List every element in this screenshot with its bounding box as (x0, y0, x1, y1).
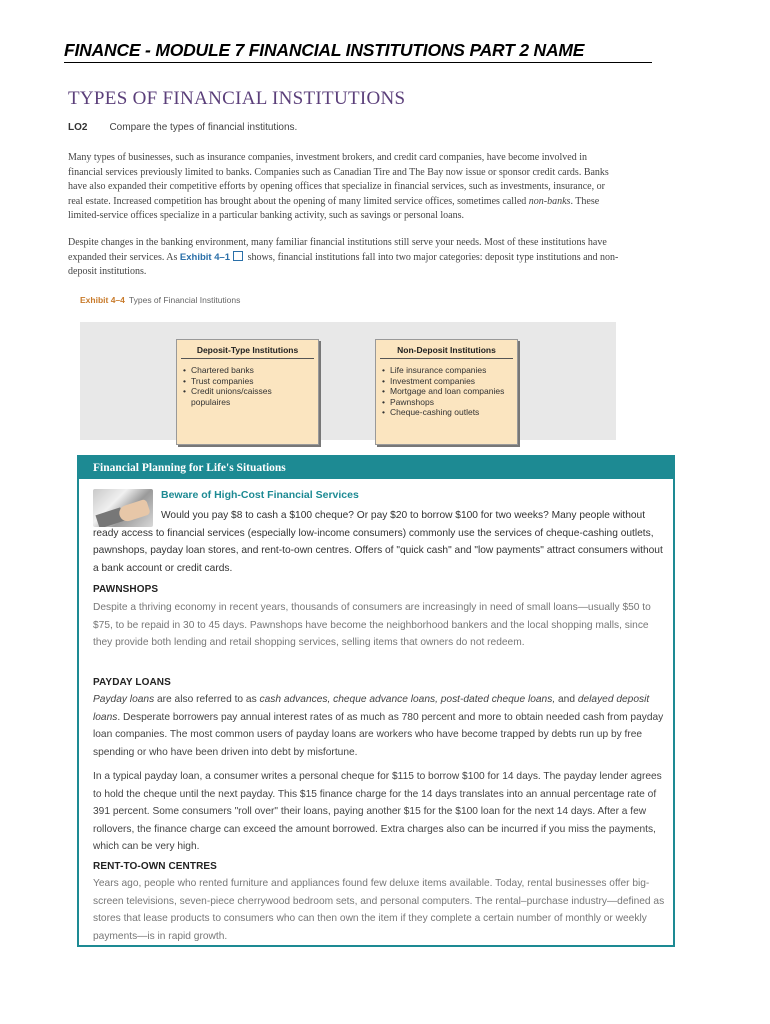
financial-planning-box (77, 455, 675, 947)
external-link-icon[interactable] (233, 251, 243, 261)
exhibit-caption (80, 295, 240, 305)
list-item: • Investment companies (390, 376, 511, 387)
payday-text-3: . Desperate borrowers pay annual interest rates of as much as 780 percent and more to obtain needed cash from payday loan companies. The most common users of payday loans are workers who have become trapped by debts run up by free spending or who have been driven into debt by misfortune. (93, 711, 664, 758)
non-deposit-institutions-heading: Non-Deposit Institutions (380, 340, 513, 359)
lo-text: Compare the types of financial institutions. (109, 122, 298, 133)
list-item: • Pawnshops (390, 397, 511, 408)
rent-to-own-heading: RENT-TO-OWN CENTRES (93, 861, 217, 872)
deposit-institutions-heading: Deposit-Type Institutions (181, 340, 314, 359)
list-item: • Chartered banks (191, 365, 312, 376)
payday-text-1: are also referred to as (154, 694, 260, 705)
deposit-institutions-panel (176, 339, 319, 445)
paragraph-exhibit-ref-b: shows, financial institutions fall into two major categories: deposit type institutions and non-deposit institutions. (68, 251, 619, 277)
financial-planning-intro: Would you pay $8 to cash a $100 cheque? Or pay $20 to borrow $100 for two weeks? Many people without ready access to financial services (especially low-income consumers) commonly use the services of cheque-cashing outlets, pawnshops, payday loan stores, and rent-to-own centres. Offers of "quick cash" and "low payments" attract consumers without a bank account or credit cards. (93, 510, 663, 574)
payday-loans-heading: PAYDAY LOANS (93, 677, 171, 688)
exhibit-caption-text: Types of Financial Institutions (128, 295, 241, 305)
payday-loans-text (93, 691, 667, 761)
pawnshops-text: Despite a thriving economy in recent years, thousands of consumers are increasingly in need of small loans—usually $50 to $75, to be repaid in 30 to 45 days. Pawnshops have become the neighborhood bankers and the local shopping malls, since they provide both lending and retail shopping services, selling items that owners do not redeem. (93, 602, 651, 648)
paragraph-intro (68, 151, 620, 224)
non-deposit-institutions-list (376, 365, 517, 418)
lo-code: LO2 (68, 122, 88, 133)
exhibit-code: Exhibit 4–4 (80, 295, 125, 305)
learning-objective (68, 122, 297, 133)
pawnshops-heading: PAWNSHOPS (93, 584, 159, 595)
rent-to-own-text: Years ago, people who rented furniture and appliances found few deluxe items available. Today, rental businesses offer big-screen televisions, seven-piece cherrywood bedroom sets, and personal computers. The rental–purchase industry—defined as stores that lease products to consumers who can then own the item if they complete a certain number of monthly or weekly payments—is in rapid growth. (93, 878, 665, 942)
list-item: • Cheque-cashing outlets (390, 407, 511, 418)
paragraph-intro-term: non-banks (528, 195, 571, 207)
paragraph-exhibit-ref-a: Despite changes in the banking environment, many familiar financial institutions still serve your needs. Most of these institutions have expanded their services. As (68, 237, 607, 263)
financial-planning-subtitle: Beware of High-Cost Financial Services (161, 489, 359, 501)
paragraph-intro-text: Many types of businesses, such as insurance companies, investment brokers, and credit card companies, have become involved in financial services previously limited to banks. Companies such as Canadian Tire and The Bay now issue or sponsor credit cards. Banks have also expanded their competitive efforts by opening offices that specialize in financial services, such as investments, insurance, or real estate. Increased competition has brought about the opening of many limited service offices, sometimes called (68, 152, 609, 207)
payday-example-text: In a typical payday loan, a consumer writes a personal cheque for $115 to borrow $100 for 14 days. The payday lender agrees to hold the cheque until the next payday. This $15 finance charge for the 14 days translates into an annual percentage rate of 391 percent. Some consumers "roll over" their loans, paying another $15 for the $100 loan for the next 14 days. After a few rollovers, the finance charge can exceed the amount borrowed. Extra charges also can be incurred if you miss the payments, which can be very high. (93, 771, 662, 852)
list-item: • Life insurance companies (390, 365, 511, 376)
paragraph-exhibit-ref (68, 236, 620, 280)
payday-term-3: delayed deposit loans (93, 694, 650, 723)
exhibit-figure (80, 322, 616, 440)
non-deposit-institutions-panel (375, 339, 518, 445)
payday-text-2: and (555, 694, 578, 705)
exhibit-link[interactable]: Exhibit 4–1 (179, 251, 231, 263)
list-item: • Mortgage and loan companies (390, 386, 511, 397)
deposit-institutions-list (177, 365, 318, 407)
list-item: • Credit unions/caisses populaires (191, 386, 312, 407)
payday-term-2: cash advances, cheque advance loans, post-dated cheque loans, (259, 694, 556, 705)
document-header: FINANCE - MODULE 7 FINANCIAL INSTITUTIONS PART 2 NAME (64, 40, 652, 63)
section-title: TYPES OF FINANCIAL INSTITUTIONS (68, 88, 406, 109)
paragraph-intro-tail: . These limited-service offices specialize in a particular banking activity, such as savings or personal loans. (68, 195, 600, 221)
financial-planning-header: Financial Planning for Life's Situations (79, 457, 673, 479)
payday-term-1: Payday loans (93, 694, 155, 705)
list-item: • Trust companies (191, 376, 312, 387)
